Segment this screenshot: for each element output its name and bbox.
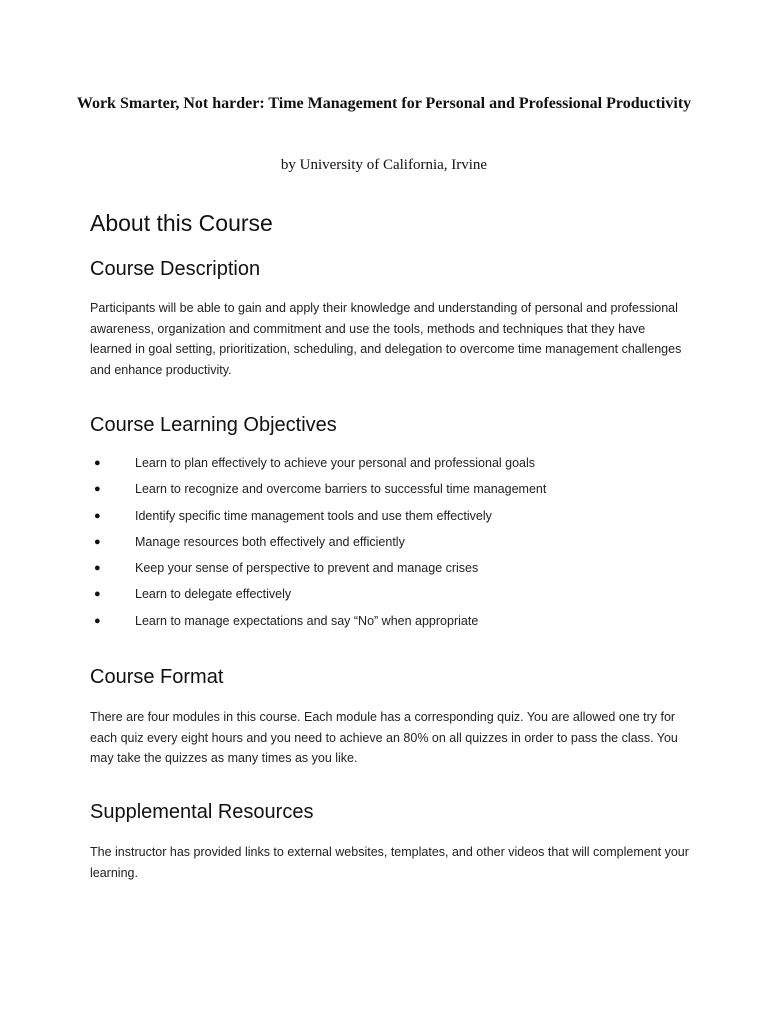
objectives-heading: Course Learning Objectives: [90, 414, 337, 436]
objective-text: Learn to plan effectively to achieve your personal and professional goals: [135, 456, 536, 470]
objective-item: [90, 584, 690, 610]
objective-text: Keep your sense of perspective to prevent and manage crises: [135, 561, 479, 576]
resources-heading: Supplemental Resources: [90, 801, 314, 823]
bullet-icon: ●: [94, 588, 101, 601]
document-title: Work Smarter, Not harder: Time Management for Personal and Professional Productivity: [76, 95, 692, 112]
bullet-icon: ●: [94, 562, 101, 575]
objectives-list: [90, 453, 690, 637]
objective-item: [90, 611, 690, 637]
format-heading: Course Format: [90, 666, 224, 688]
objective-item: [90, 558, 690, 584]
format-text: There are four modules in this course. Each module has a corresponding quiz. You are allowed one try for each quiz every eight hours and you need to achieve an 80% on all quizzes in order to pass the class. You may take the quizzes as many times as you like.: [90, 710, 678, 765]
objective-item: [90, 453, 690, 479]
objective-item: [90, 479, 690, 505]
objective-text: Identify specific time management tools and use them effectively: [135, 508, 492, 523]
bullet-icon: ●: [94, 457, 101, 469]
bullet-icon: ●: [94, 483, 101, 496]
objective-text: Learn to recognize and overcome barriers to successful time management: [135, 482, 547, 497]
bullet-icon: ●: [94, 509, 101, 522]
bullet-icon: ●: [94, 535, 101, 548]
objective-text: Learn to manage expectations and say “No” when appropriate: [135, 613, 479, 628]
about-heading: About this Course: [90, 210, 273, 236]
objective-text: Learn to delegate effectively: [135, 587, 292, 602]
objective-text: Manage resources both effectively and efficiently: [135, 534, 405, 549]
document-byline: by University of California, Irvine: [280, 157, 488, 173]
bullet-icon: ●: [94, 614, 101, 627]
description-heading: Course Description: [90, 258, 261, 280]
objective-item: [90, 506, 690, 532]
description-text: Participants will be able to gain and apply their knowledge and understanding of personal and professional awareness, organization and commitment and use the tools, methods and techniques that they have learned in goal setting, prioritization, scheduling, and delegation to overcome time management challenges and enhance productivity.: [90, 301, 682, 377]
objective-item: [90, 532, 690, 558]
resources-text: The instructor has provided links to external websites, templates, and other videos that will complement your learning.: [90, 845, 689, 880]
